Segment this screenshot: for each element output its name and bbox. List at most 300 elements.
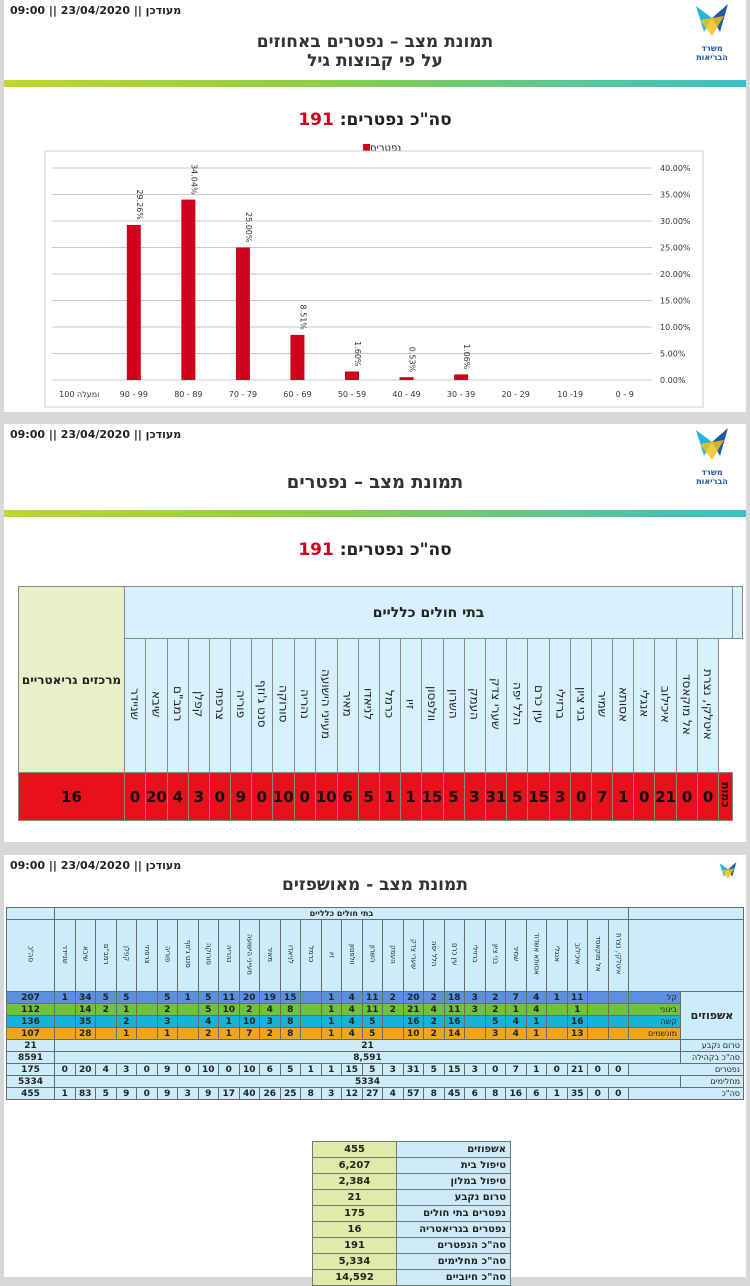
hospital-name: מאיר: [337, 639, 358, 773]
status-cell: 11: [362, 1004, 383, 1016]
update-stamp: מעודכן || 23/04/2020 || 09:00: [10, 4, 182, 17]
sum-cell: 4: [383, 1088, 404, 1100]
row-label: כמות: [719, 782, 733, 808]
summary-label: סה"כ הנפטרים: [397, 1238, 511, 1254]
hospital-name: ברזילי: [550, 639, 571, 773]
summary-label: נפטרים בגריאטריה: [397, 1222, 511, 1238]
hospital-death-count: 1: [613, 773, 634, 821]
hospital-death-count: 21: [655, 773, 677, 821]
deaths-cell: 4: [96, 1064, 117, 1076]
logo-line2: הבריאות: [696, 53, 728, 62]
logo-line1: משרד: [701, 44, 723, 53]
summary-row: [313, 1142, 511, 1158]
status-cell: 5: [485, 1016, 506, 1028]
deaths-cell: 5: [424, 1064, 445, 1076]
hospital-death-count: 7: [592, 773, 613, 821]
deaths-cell: 10: [239, 1064, 260, 1076]
status-cell: [301, 992, 322, 1004]
status-cell: 11: [362, 992, 383, 1004]
total-col-header: סה"כ: [7, 920, 55, 992]
status-cell: 5: [362, 1028, 383, 1040]
status-cell: 3: [157, 1016, 178, 1028]
slide1-subtitle: על פי קבוצות גיל: [307, 51, 443, 71]
deaths-cell: 0: [608, 1064, 629, 1076]
chart-bar: [454, 374, 468, 380]
summary-label: סה"כ מחלימים: [397, 1254, 511, 1270]
status-cell: 4: [342, 1028, 363, 1040]
status-cell: 4: [342, 1016, 363, 1028]
column-header: זיו: [321, 920, 342, 992]
summary-value: 21: [313, 1190, 397, 1206]
hospital-name: שמיר: [592, 639, 613, 773]
data-label: 34.04%: [189, 164, 199, 195]
update-stamp: מעודכן || 23/04/2020 || 09:00: [10, 859, 182, 872]
status-cell: 2: [96, 1004, 117, 1016]
deaths-cell: 15: [342, 1064, 363, 1076]
status-cell: [137, 1016, 158, 1028]
status-cell: 4: [506, 1016, 527, 1028]
hospital-name: אנגלי: [634, 639, 655, 773]
hospital-death-count: 20: [146, 773, 168, 821]
hospital-death-count: 4: [167, 773, 188, 821]
row-total: 207: [7, 992, 55, 1004]
legend-label: נפטרים: [370, 143, 402, 154]
sum-cell: 0: [608, 1088, 629, 1100]
header-spacer: [733, 587, 743, 639]
status-label: קשה: [629, 1016, 681, 1028]
status-cell: 2: [485, 1004, 506, 1016]
merged-left: 21: [7, 1040, 55, 1052]
status-cell: 3: [465, 1004, 486, 1016]
hospital-name: העמק: [464, 639, 485, 773]
status-cell: 4: [526, 1004, 547, 1016]
column-header: סורוקה: [198, 920, 219, 992]
status-cell: 2: [260, 1028, 281, 1040]
status-cell: 2: [383, 992, 404, 1004]
merged-label: סה"כ בקהילה: [681, 1052, 744, 1064]
status-cell: [96, 1016, 117, 1028]
sum-cell: 12: [342, 1088, 363, 1100]
x-tick-label: 0 - 9: [615, 390, 634, 399]
y-tick-label: 10.00%: [660, 323, 691, 332]
blank-header: [629, 920, 744, 992]
status-cell: 11: [219, 992, 240, 1004]
summary-row: [313, 1270, 511, 1286]
status-cell: 1: [157, 1028, 178, 1040]
status-cell: 1: [219, 1028, 240, 1040]
slide-hospital-deaths: [4, 424, 746, 842]
status-cell: [383, 1028, 404, 1040]
status-cell: [178, 1004, 199, 1016]
status-cell: 2: [157, 1004, 178, 1016]
hospital-name: עין כרם: [528, 639, 550, 773]
status-cell: [301, 1004, 322, 1016]
status-cell: 8: [280, 1016, 301, 1028]
status-cell: 18: [444, 992, 465, 1004]
hospital-name: סנט ג'וזף: [251, 639, 272, 773]
merged-center: 21: [55, 1040, 681, 1052]
deaths-cell: 3: [383, 1064, 404, 1076]
hospital-name: וולפסון: [421, 639, 443, 773]
status-cell: 5: [198, 992, 219, 1004]
status-cell: 4: [342, 992, 363, 1004]
status-cell: 3: [465, 992, 486, 1004]
hospital-name: בני ציון: [571, 639, 592, 773]
status-cell: 3: [485, 1028, 506, 1040]
status-cell: 7: [239, 1028, 260, 1040]
row-total: 107: [7, 1028, 55, 1040]
merged-center: 8,591: [55, 1052, 681, 1064]
status-cell: 21: [403, 1004, 424, 1016]
column-header: עין כרם: [444, 920, 465, 992]
summary-row: [313, 1206, 511, 1222]
status-cell: 1: [526, 1016, 547, 1028]
column-header: כרמל: [301, 920, 322, 992]
status-cell: [55, 1016, 76, 1028]
deaths-cell: 0: [178, 1064, 199, 1076]
status-cell: 11: [567, 992, 588, 1004]
hospitals-header: בתי חולים כלליים: [55, 908, 629, 920]
status-cell: 14: [444, 1028, 465, 1040]
hospital-death-count: 0: [209, 773, 230, 821]
summary-label: אשפוזים: [397, 1142, 511, 1158]
status-cell: 1: [506, 1004, 527, 1016]
hospital-death-count: 0: [251, 773, 272, 821]
status-cell: 34: [75, 992, 96, 1004]
summary-row: [313, 1174, 511, 1190]
x-tick-label: 60 - 69: [283, 390, 312, 399]
sum-cell: 35: [567, 1088, 588, 1100]
status-cell: 1: [547, 992, 568, 1004]
sum-cell: 1: [547, 1088, 568, 1100]
column-header: שערי צדק: [403, 920, 424, 992]
header-divider: [4, 510, 746, 517]
status-cell: [137, 1028, 158, 1040]
hospital-name: הלל יפה: [507, 639, 528, 773]
status-cell: [137, 992, 158, 1004]
slide3-title: תמונת מצב - מאושפזים: [282, 875, 468, 895]
deaths-cell: 10: [198, 1064, 219, 1076]
chart-bar: [400, 377, 414, 380]
deaths-cell: 3: [465, 1064, 486, 1076]
hospital-death-count: 0: [571, 773, 592, 821]
sum-cell: 3: [178, 1088, 199, 1100]
status-cell: [465, 1028, 486, 1040]
summary-row: [313, 1238, 511, 1254]
deaths-cell: 1: [301, 1064, 322, 1076]
status-cell: 4: [198, 1016, 219, 1028]
y-tick-label: 40.00%: [660, 164, 691, 173]
column-header: צרפתי: [137, 920, 158, 992]
hospital-death-count: 0: [125, 773, 146, 821]
status-cell: 2: [424, 992, 445, 1004]
logo-line1: משרד: [701, 468, 723, 477]
total-deaths-heading: [4, 540, 746, 560]
slide2-title: תמונת מצב – נפטרים: [286, 472, 464, 493]
status-cell: 1: [526, 1028, 547, 1040]
data-label: 1.60%: [353, 341, 362, 367]
x-tick-label: 70 - 79: [228, 390, 258, 399]
hospital-death-count: 10: [272, 773, 294, 821]
status-cell: 2: [485, 992, 506, 1004]
chart-bar: [181, 200, 195, 380]
sum-cell: 83: [75, 1088, 96, 1100]
deaths-cell: 5: [362, 1064, 383, 1076]
status-cell: 1: [178, 992, 199, 1004]
sum-cell: 8: [485, 1088, 506, 1100]
status-cell: 3: [260, 1016, 281, 1028]
sum-cell: 9: [198, 1088, 219, 1100]
hospital-death-count: 1: [379, 773, 400, 821]
hospital-death-count: 6: [337, 773, 358, 821]
geriatric-header: מרכזים גריאטריים: [19, 587, 125, 773]
summary-label: טיפול במלון: [397, 1174, 511, 1190]
hospital-death-count: 15: [421, 773, 443, 821]
slide-hospitalized: [4, 855, 746, 1283]
group-label: אשפוזים: [681, 992, 744, 1040]
column-header: נהריה: [219, 920, 240, 992]
recovered-left: 5334: [7, 1076, 55, 1088]
hospital-death-count: 0: [634, 773, 655, 821]
deaths-cell: 0: [219, 1064, 240, 1076]
status-cell: 2: [116, 1016, 137, 1028]
column-header: העמק: [383, 920, 404, 992]
data-label: 29.26%: [134, 189, 144, 220]
hospital-name: קפלן: [188, 639, 209, 773]
column-header: אסותא אשדוד: [526, 920, 547, 992]
column-header: איטלקי, נצרת: [608, 920, 629, 992]
chart-bar: [127, 225, 141, 380]
status-cell: 1: [567, 1004, 588, 1016]
hospital-name: רמב"ם: [167, 639, 188, 773]
summary-value: 191: [313, 1238, 397, 1254]
status-cell: 5: [116, 992, 137, 1004]
summary-value: 16: [313, 1222, 397, 1238]
column-header: שמיר: [506, 920, 527, 992]
hospital-death-count: 10: [315, 773, 337, 821]
status-cell: 15: [280, 992, 301, 1004]
hospital-name: פוריה: [230, 639, 251, 773]
column-header: שיבא: [75, 920, 96, 992]
hospital-name: איטלקי, נצרת: [698, 639, 719, 773]
hospital-name: שיבא: [146, 639, 168, 773]
hospital-name: השרון: [443, 639, 464, 773]
deaths-cell: 9: [157, 1064, 178, 1076]
hospital-name: שערי צדק: [485, 639, 507, 773]
status-label: מונשמים: [629, 1028, 681, 1040]
total-deaths-heading: [4, 110, 746, 130]
slide-age-deaths: [4, 0, 746, 412]
hospital-name: אסותא: [613, 639, 634, 773]
column-header: מאיר: [260, 920, 281, 992]
deaths-cell: 0: [547, 1064, 568, 1076]
sum-cell: 16: [506, 1088, 527, 1100]
hospital-death-count: 5: [358, 773, 379, 821]
deaths-cell: 20: [75, 1064, 96, 1076]
status-cell: [547, 1004, 568, 1016]
hospital-name: איכילוב: [655, 639, 677, 773]
total-label: סה"כ נפטרים:: [339, 540, 452, 560]
status-cell: 35: [75, 1016, 96, 1028]
recovered-label: מחלימים: [681, 1076, 744, 1088]
status-cell: [588, 1016, 609, 1028]
logo-line2: הבריאות: [696, 477, 728, 486]
status-cell: 5: [96, 992, 117, 1004]
deaths-cell: 0: [485, 1064, 506, 1076]
column-header: אנגלי: [547, 920, 568, 992]
status-cell: 2: [383, 1004, 404, 1016]
status-cell: [137, 1004, 158, 1016]
status-cell: 1: [321, 1028, 342, 1040]
hospital-name: נהריה: [294, 639, 315, 773]
x-tick-label: 30 - 39: [446, 390, 476, 399]
sum-cell: 57: [403, 1088, 424, 1100]
status-cell: [608, 1016, 629, 1028]
sum-cell: 0: [137, 1088, 158, 1100]
deaths-label: נפטרים: [629, 1064, 744, 1076]
status-cell: 4: [526, 992, 547, 1004]
sum-cell: 9: [157, 1088, 178, 1100]
y-tick-label: 35.00%: [660, 190, 691, 200]
summary-row: [313, 1222, 511, 1238]
logo-icon: [690, 426, 734, 464]
total-value: 191: [298, 540, 334, 560]
hospital-death-count: 3: [550, 773, 571, 821]
hospital-name: צרפתי: [209, 639, 230, 773]
status-cell: 16: [444, 1016, 465, 1028]
hospital-death-count: 5: [507, 773, 528, 821]
status-cell: 4: [260, 1004, 281, 1016]
y-tick-label: 15.00%: [660, 296, 691, 306]
summary-value: 5,334: [313, 1254, 397, 1270]
column-header: רמב"ם: [96, 920, 117, 992]
status-cell: [588, 1028, 609, 1040]
status-cell: 13: [567, 1028, 588, 1040]
sum-cell: 27: [362, 1088, 383, 1100]
age-deaths-chart: [44, 150, 704, 408]
sum-cell: 1: [55, 1088, 76, 1100]
status-cell: 8: [280, 1004, 301, 1016]
deaths-cell: 5: [280, 1064, 301, 1076]
sum-total: 455: [7, 1088, 55, 1100]
summary-value: 175: [313, 1206, 397, 1222]
sum-cell: 26: [260, 1088, 281, 1100]
deaths-total: 175: [7, 1064, 55, 1076]
status-cell: 5: [362, 1016, 383, 1028]
status-cell: [588, 1004, 609, 1016]
row-total: 112: [7, 1004, 55, 1016]
status-cell: 1: [219, 1016, 240, 1028]
column-header: הלל יפה: [424, 920, 445, 992]
sum-cell: 8: [301, 1088, 322, 1100]
y-tick-label: 20.00%: [660, 270, 691, 279]
column-header: אל מוקאסד: [588, 920, 609, 992]
sum-cell: 17: [219, 1088, 240, 1100]
hospital-name: שניידר: [125, 639, 146, 773]
status-label: בינוני: [629, 1004, 681, 1016]
status-cell: 7: [506, 992, 527, 1004]
data-label: 1.06%: [462, 343, 472, 370]
summary-row: [313, 1254, 511, 1270]
status-cell: 10: [219, 1004, 240, 1016]
status-cell: [383, 1016, 404, 1028]
column-header: קפלן: [116, 920, 137, 992]
deaths-cell: 1: [526, 1064, 547, 1076]
row-total: 136: [7, 1016, 55, 1028]
hospital-name: מעייני הישועה: [315, 639, 337, 773]
chart-bar: [345, 372, 359, 380]
deaths-cell: 7: [506, 1064, 527, 1076]
deaths-cell: 0: [137, 1064, 158, 1076]
y-tick-label: 5.00%: [660, 349, 686, 359]
status-cell: 20: [239, 992, 260, 1004]
summary-table: [312, 1141, 511, 1286]
summary-value: 455: [313, 1142, 397, 1158]
x-tick-label: 10 -19: [557, 390, 584, 399]
status-cell: 14: [75, 1004, 96, 1016]
hospital-death-count: 31: [485, 773, 507, 821]
sum-cell: 0: [588, 1088, 609, 1100]
status-cell: 28: [75, 1028, 96, 1040]
column-header: פוריה: [157, 920, 178, 992]
deaths-cell: 21: [567, 1064, 588, 1076]
status-cell: [547, 1028, 568, 1040]
status-cell: [608, 1028, 629, 1040]
summary-value: 6,207: [313, 1158, 397, 1174]
sum-cell: 8: [424, 1088, 445, 1100]
status-cell: [55, 1004, 76, 1016]
column-header: וולפסון: [342, 920, 363, 992]
status-cell: [55, 1028, 76, 1040]
status-cell: [608, 992, 629, 1004]
total-value: 191: [298, 110, 334, 130]
status-cell: 20: [403, 992, 424, 1004]
hospital-death-count: 0: [698, 773, 719, 821]
summary-row: [313, 1190, 511, 1206]
hospital-death-count: 1: [400, 773, 421, 821]
hospital-deaths-table: [18, 586, 743, 821]
summary-row: [313, 1158, 511, 1174]
hospital-death-count: 3: [188, 773, 209, 821]
sum-cell: 6: [526, 1088, 547, 1100]
hospital-death-count: 0: [677, 773, 698, 821]
deaths-cell: 1: [321, 1064, 342, 1076]
summary-value: 14,592: [313, 1270, 397, 1286]
blank-corner: [7, 908, 55, 920]
status-cell: [588, 992, 609, 1004]
status-cell: 1: [116, 1004, 137, 1016]
status-cell: [547, 1016, 568, 1028]
status-cell: 5: [198, 1004, 219, 1016]
hospital-death-count: 3: [464, 773, 485, 821]
status-cell: [465, 1016, 486, 1028]
x-tick-label: 40 - 49: [392, 390, 421, 399]
header-divider: [4, 80, 746, 87]
update-stamp: מעודכן || 23/04/2020 || 09:00: [10, 428, 182, 441]
total-label: סה"כ נפטרים:: [339, 110, 452, 130]
status-cell: 1: [321, 1016, 342, 1028]
hospital-name: כרמל: [379, 639, 400, 773]
hospital-name: סורוקה: [272, 639, 294, 773]
sum-cell: 3: [321, 1088, 342, 1100]
column-header: שניידר: [55, 920, 76, 992]
y-tick-label: 30.00%: [660, 217, 691, 226]
status-cell: 1: [321, 992, 342, 1004]
deaths-cell: 3: [116, 1064, 137, 1076]
summary-label: טיפול בית: [397, 1158, 511, 1174]
hospital-name: זיו: [400, 639, 421, 773]
status-cell: 16: [567, 1016, 588, 1028]
